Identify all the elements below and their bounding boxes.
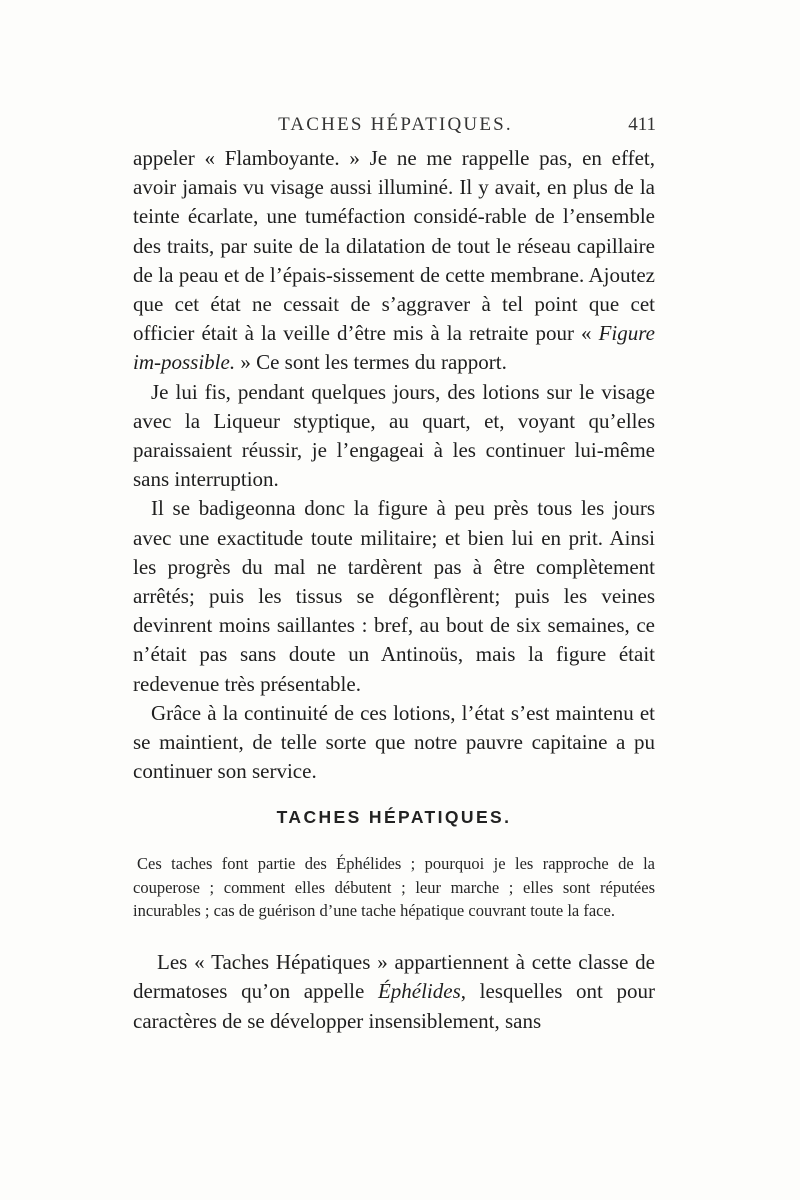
section-summary: Ces taches font partie des Éphélides ; pourquoi je les rapproche de la couperose ; comment elles débutent ; leur marche ; elles sont réputées incurables ; cas de guérison d’une tache hépatique couvrant toute la face. (133, 854, 655, 920)
paragraph-2: Je lui fis, pendant quelques jours, des lotions sur le visage avec la Liqueur styptique, au quart, et, voyant qu’elles paraissaient réussir, je l’engageai à les continuer lui-même sans interruption. (133, 379, 655, 492)
paragraph-1-italic: Figure im-possible. (133, 321, 655, 375)
section-intro-text: Les « Taches Hépatiques » appartiennent à cette classe de dermatoses qu’on appelle (133, 949, 655, 1003)
page-number: 411 (628, 114, 656, 135)
paragraph-1-text-end: » Ce sont les termes du rapport. (235, 350, 507, 375)
body-text (133, 144, 655, 786)
section (133, 807, 655, 1036)
paragraph-4: Grâce à la continuité de ces lotions, l’état s’est maintenu et se maintient, de telle sorte que notre pauvre capitaine a pu continuer son service. (133, 700, 655, 784)
running-head (133, 114, 658, 144)
paragraph-1-text: appeler « Flamboyante. » Je ne me rappelle pas, en effet, avoir jamais vu visage aussi illuminé. Il y avait, en plus de la teinte écarlate, une tuméfaction considé-rable de l’ensemble des traits, par suite de la dilatation de tout le réseau capillaire de la peau et de l’épais-sissement de cette membrane. Ajoutez que cet état ne cessait de s’aggraver à tel point que cet officier était à la veille d’être mis à la retraite pour « (133, 146, 655, 346)
section-intro (133, 948, 655, 1037)
paragraph-3: Il se badigeonna donc la figure à peu près tous les jours avec une exactitude toute militaire; et bien lui en prit. Ainsi les progrès du mal ne tardèrent pas à être complètement arrêtés; puis les tissus se dégonflèrent; puis les veines devinrent moins saillantes : bref, au bout de six semaines, ce n’était pas sans doute un Antinoüs, mais la figure était redevenue très présentable. (133, 496, 655, 696)
paragraph-1 (133, 144, 655, 378)
section-title: TACHES HÉPATIQUES. (276, 807, 512, 827)
section-intro-text-end: , lesquelles ont pour caractères de se développer insensiblement, sans (133, 979, 656, 1033)
section-intro-italic: Éphélides (377, 979, 461, 1003)
running-title: TACHES HÉPATIQUES. (278, 114, 513, 135)
